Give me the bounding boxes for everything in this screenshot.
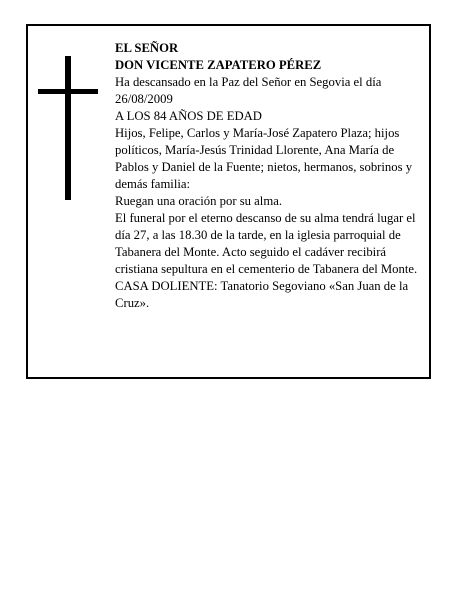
title-line-1: EL SEÑOR	[115, 41, 179, 55]
latin-cross-icon	[38, 56, 98, 200]
cross-vertical-bar	[65, 56, 71, 200]
mourning-house: CASA DOLIENTE: Tanatorio Segoviano «San Juan de la Cruz».	[115, 279, 409, 310]
cross-horizontal-bar	[38, 89, 98, 94]
obituary-text	[115, 40, 423, 312]
rest-announcement: Ha descansado en la Paz del Señor en Segovia el día 26/08/2009	[115, 75, 382, 106]
family-list: Hijos, Felipe, Carlos y María-José Zapatero Plaza; hijos políticos, María-Jesús Trinidad Llorente, Ana María de Pablos y Daniel de la Fuente; nietos, hermanos, sobrinos y demás familia:	[115, 126, 413, 191]
prayer-request: Ruegan una oración por su alma.	[115, 194, 283, 208]
age-line: A LOS 84 AÑOS DE EDAD	[115, 109, 262, 123]
obituary-notice	[26, 24, 431, 379]
deceased-name: DON VICENTE ZAPATERO PÉREZ	[115, 58, 322, 72]
funeral-details: El funeral por el eterno descanso de su alma tendrá lugar el día 27, a las 18.30 de la tarde, en la iglesia parroquial de Tabanera del Monte. Acto seguido el cadáver recibirá cristiana sepultura en el cementerio de Tabanera del Monte.	[115, 211, 418, 276]
